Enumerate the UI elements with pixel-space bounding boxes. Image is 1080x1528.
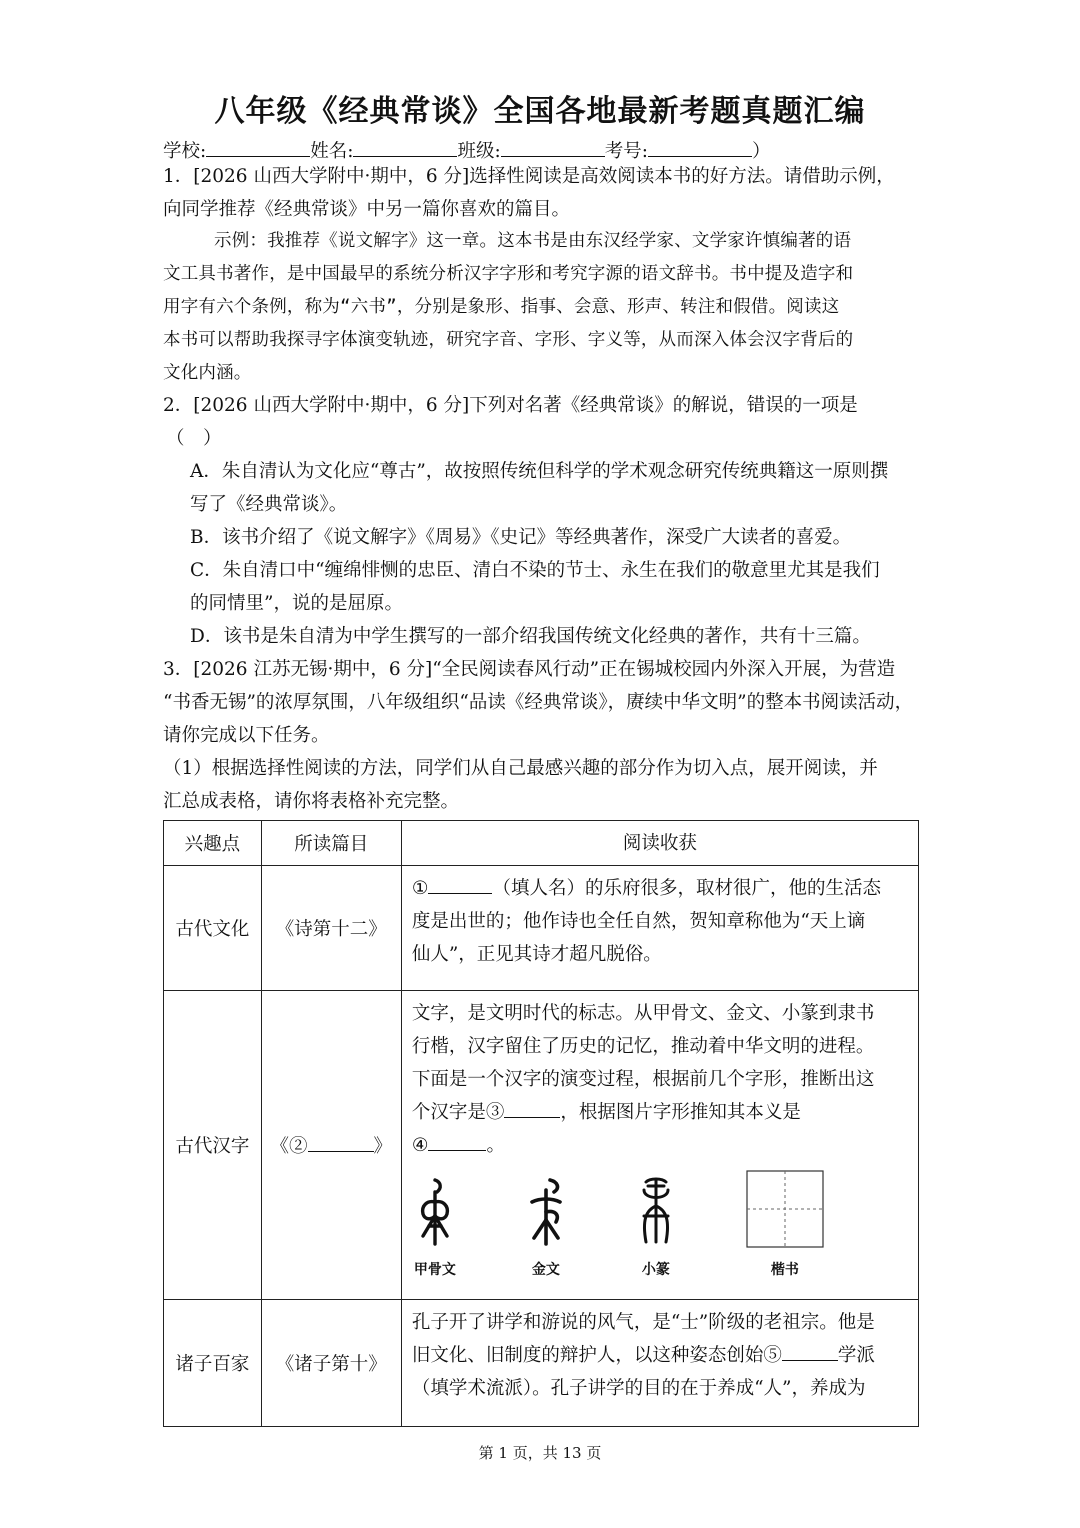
exam-no-blank [648, 138, 752, 157]
glyph-bronze [526, 1176, 566, 1287]
answer-blank-3[interactable] [504, 1099, 560, 1118]
glyph-label: 甲骨文 [413, 1262, 456, 1278]
school-blank [206, 138, 310, 157]
q2-option-a: A．朱自清认为文化应“尊古”，故按照传统但科学的学术观念研究传统典籍这一原则撰 [190, 461, 889, 482]
table-row [164, 1300, 919, 1427]
harvest-text: 仙人”，正见其诗才超凡脱俗。 [411, 944, 662, 965]
name-label: 姓名: [310, 141, 354, 162]
q1-example-line: 用字有六个条例，称为“六书”，分别是象形、指事、会意、形声、转注和假借。阅读这 [163, 297, 840, 317]
glyph-seal [636, 1176, 676, 1287]
q2-option-c: C．朱自清口中“缠绵悱恻的忠臣、清白不染的节士、永生在我们的敬意里尤其是我们 [190, 560, 880, 581]
q1-example-line: 文工具书著作，是中国最早的系统分析汉字字形和考究字源的语文辞书。书中提及造字和 [163, 264, 854, 284]
row-harvest [401, 1300, 918, 1427]
page-footer: 第 1 页，共 13 页 [478, 1444, 602, 1462]
glyph-evolution [412, 1162, 824, 1287]
glyph-label: 楷书 [770, 1262, 799, 1278]
harvest-text: 下面是一个汉字的演变过程，根据前几个字形，推断出这 [411, 1069, 875, 1090]
q1-line-2: 向同学推荐《经典常谈》中另一篇你喜欢的篇目。 [163, 199, 571, 220]
q2-option-c-cont: 的同情里”，说的是屈原。 [190, 593, 403, 614]
row-interest: 诸子百家 [164, 1300, 262, 1427]
glyph-regular [746, 1170, 824, 1287]
reading-table [163, 820, 919, 1427]
q1-example-line: 本书可以帮助我探寻字体演变轨迹，研究字音、字形、字义等，从而深入体会汉字背后的 [163, 330, 854, 350]
q3-line: “书香无锡”的浓厚氛围，八年级组织“品读《经典常谈》，赓续中华文明”的整本书阅读活动， [163, 692, 914, 713]
small-seal-glyph-icon [636, 1176, 676, 1248]
table-row [164, 866, 919, 991]
q2-line-1: 2．[2026 山西大学附中·期中，6 分]下列对名著《经典常谈》的解说，错误的一项是 [163, 395, 858, 416]
harvest-text: 孔子开了讲学和游说的风气，是“士”阶级的老祖宗。他是 [411, 1312, 875, 1333]
header-chapter: 所读篇目 [261, 821, 401, 866]
harvest-text: 文字，是文明时代的标志。从甲骨文、金文、小篆到隶书 [411, 1003, 875, 1024]
row-harvest [401, 866, 918, 991]
table-header-row [164, 821, 919, 866]
q1-example-line: 文化内涵。 [163, 363, 252, 383]
q2-option-a-cont: 写了《经典常谈》。 [190, 494, 348, 515]
q1-line-1: 1．[2026 山西大学附中·期中，6 分]选择性阅读是高效阅读本书的好方法。请借助示例， [163, 166, 895, 187]
harvest-text: 度是出世的；他作诗也全任自然，贺知章称他为“天上谪 [411, 911, 866, 932]
header-harvest: 阅读收获 [401, 821, 918, 866]
row-chapter [261, 991, 401, 1300]
table-row [164, 991, 919, 1300]
q2-option-b: B．该书介绍了《说文解字》《周易》《史记》等经典著作，深受广大读者的喜爱。 [190, 527, 852, 548]
row-harvest [401, 991, 918, 1300]
class-blank [501, 138, 605, 157]
exam-no-label: 考号: [604, 141, 648, 162]
info-close: ） [751, 141, 771, 162]
harvest-text: 行楷，汉字留住了历史的记忆，推动着中华文明的进程。 [411, 1036, 875, 1057]
row-interest: 古代文化 [164, 866, 262, 991]
harvest-text: 。 [486, 1135, 505, 1156]
blank-marker-1: ① [411, 878, 429, 899]
harvest-text: 旧文化、旧制度的辩护人，以这种姿态创始⑤ [411, 1345, 782, 1366]
q2-option-d: D．该书是朱自清为中学生撰写的一部介绍我国传统文化经典的著作，共有十三篇。 [190, 626, 871, 647]
harvest-text: （填人名）的乐府很多，取材很广，他的生活态 [492, 878, 881, 899]
glyph-label: 金文 [531, 1262, 560, 1278]
q3-line: 请你完成以下任务。 [163, 725, 330, 746]
chapter-open: 《② [270, 1136, 308, 1157]
school-label: 学校: [163, 141, 207, 162]
row-interest: 古代汉字 [164, 991, 262, 1300]
name-blank [353, 138, 457, 157]
row-chapter: 《诗第十二》 [261, 866, 401, 991]
oracle-bone-glyph-icon [415, 1176, 455, 1248]
student-info-row [163, 138, 770, 165]
blank-marker-4: ④ [411, 1135, 429, 1156]
answer-blank-4[interactable] [428, 1132, 486, 1151]
page-title: 八年级《经典常谈》全国各地最新考题真题汇编 [214, 94, 866, 129]
harvest-text: 个汉字是③ [411, 1102, 505, 1123]
chapter-close: 》 [373, 1136, 393, 1157]
harvest-text: （填学术流派）。孔子讲学的目的在于养成“人”，养成为 [411, 1378, 866, 1399]
harvest-text: 学派 [837, 1345, 875, 1366]
header-interest: 兴趣点 [164, 821, 262, 866]
row-chapter: 《诸子第十》 [261, 1300, 401, 1427]
bronze-glyph-icon [526, 1176, 566, 1248]
q1-example-line: 示例：我推荐《说文解字》这一章。这本书是由东汉经学家、文学家许慎编著的语 [214, 231, 852, 251]
glyph-label: 小篆 [641, 1262, 670, 1278]
regular-script-grid-icon [746, 1170, 824, 1248]
q2-answer-bracket: （ ） [166, 428, 222, 449]
q3-line: 3．[2026 江苏无锡·期中，6 分]“全民阅读春风行动”正在锡城校园内外深入开展，为营造 [163, 659, 896, 680]
q3-task-1: （1）根据选择性阅读的方法，同学们从自己最感兴趣的部分作为切入点，展开阅读，并 [163, 758, 878, 779]
answer-blank-5[interactable] [782, 1342, 838, 1361]
harvest-text: ，根据图片字形推知其本义是 [560, 1102, 801, 1123]
q3-task-1-cont: 汇总成表格，请你将表格补充完整。 [163, 791, 460, 812]
answer-blank-1[interactable] [428, 875, 492, 894]
answer-blank-2[interactable] [308, 1133, 374, 1152]
class-label: 班级: [457, 141, 501, 162]
glyph-oracle [414, 1176, 456, 1287]
